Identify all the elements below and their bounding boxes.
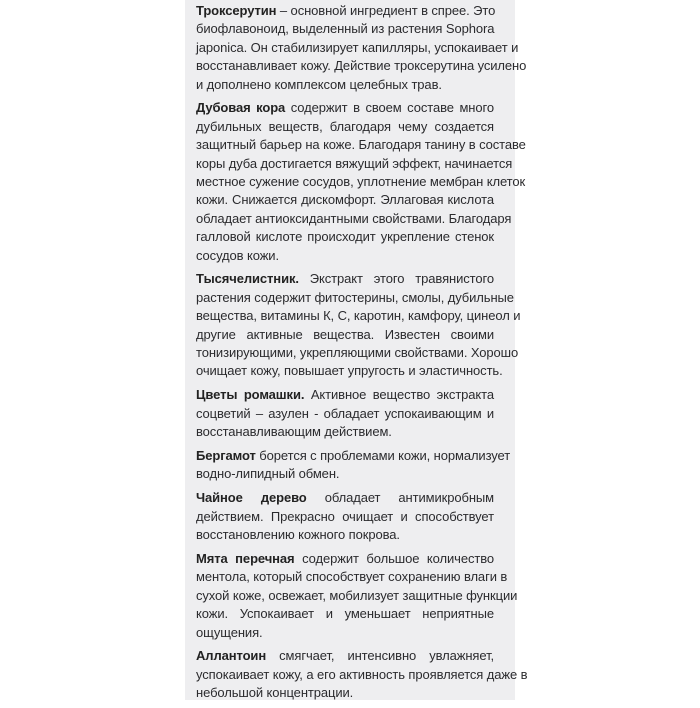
ingredient-paragraph: [196, 550, 518, 642]
text-line: [196, 605, 494, 623]
line-text: вещества, витамины К, С, каротин, камфору, цинеол и: [196, 308, 521, 324]
text-line: [196, 666, 528, 684]
line-text: сухой коже, освежает, мобилизует защитные функции: [196, 587, 518, 603]
line-text: защитный барьер на коже. Благодаря танину в составе: [196, 137, 526, 153]
text-line: [196, 447, 511, 465]
line-text: тонизирующими, укрепляющими свойствами. Хорошо: [196, 345, 519, 361]
line-text: действием. Прекрасно очищает и способствует: [196, 508, 494, 524]
text-line: [196, 173, 526, 191]
text-line: [196, 39, 519, 57]
text-line: [196, 307, 521, 325]
line-text: кожи. Снижается дискомфорт. Эллаговая кислота: [196, 192, 494, 208]
line-text: восстанавливающим действием.: [196, 424, 392, 440]
ingredient-paragraph: [196, 270, 521, 380]
ingredient-title: Бергамот: [196, 447, 256, 463]
ingredient-title: Дубовая кора: [196, 100, 286, 116]
text-line: [196, 247, 494, 265]
text-line: [196, 191, 494, 209]
line-text: борется с проблемами кожи, нормализует: [255, 447, 511, 463]
text-line: [196, 57, 527, 75]
text-line: [196, 76, 494, 94]
line-text: местное сужение сосудов, уплотнение мембран клеток: [196, 174, 526, 190]
text-line: [196, 228, 494, 246]
text-line: [196, 465, 494, 483]
line-text: обладает антимикробным: [306, 490, 495, 506]
ingredient-title: Цветы ромашки.: [196, 387, 305, 403]
text-line: [196, 344, 519, 362]
line-text: ощущения.: [196, 624, 263, 640]
line-text: japonica. Он стабилизирует капилляры, успокаивает и: [196, 39, 519, 55]
line-text: и дополнено комплексом целебных трав.: [196, 76, 442, 92]
ingredient-title: Аллантоин: [196, 648, 267, 664]
line-text: коры дуба достигается вяжущий эффект, начинается: [196, 155, 513, 171]
ingredient-paragraph: [196, 99, 526, 265]
text-line: [196, 587, 518, 605]
text-line: [196, 20, 494, 38]
ingredient-title: Тысячелистник.: [196, 271, 299, 287]
line-text: другие активные вещества. Известен своими: [196, 326, 494, 342]
text-line: [196, 647, 494, 665]
text-line: [196, 155, 513, 173]
line-text: небольшой концентрации.: [196, 685, 354, 701]
line-text: соцветий – азулен - обладает успокаивающим и: [196, 405, 494, 421]
text-line: [196, 386, 494, 404]
line-text: растения содержит фитостерины, смолы, дубильные: [196, 289, 514, 305]
line-text: – основной ингредиент в спрее. Это: [276, 3, 496, 18]
ingredient-title: Мята перечная: [196, 550, 295, 566]
ingredient-paragraph: [196, 386, 494, 441]
line-text: содержит большое количество: [294, 550, 495, 566]
line-text: успокаивает кожу, а его активность проявляется даже в: [196, 666, 528, 682]
ingredient-paragraph: [196, 489, 494, 544]
line-text: очищает кожу, повышает упругость и эластичность.: [196, 363, 503, 379]
line-text: ментола, который способствует сохранению влаги в: [196, 569, 508, 585]
text-line: [196, 489, 494, 507]
ingredient-paragraph: [196, 2, 527, 94]
text-line: [196, 423, 494, 441]
line-text: дубильных веществ, благодаря чему создается: [196, 118, 494, 134]
text-line: [196, 99, 494, 117]
line-text: восстановлению кожного покрова.: [196, 527, 400, 543]
ingredient-paragraph: [196, 647, 528, 702]
line-text: Активное вещество экстракта: [304, 387, 494, 403]
line-text: Экстракт этого травянистого: [298, 271, 494, 287]
text-line: [196, 136, 526, 154]
text-line: [196, 118, 494, 136]
line-text: биофлавоноид, выделенный из растения Sophora: [196, 21, 495, 37]
text-line: [196, 526, 494, 544]
text-line: [196, 568, 508, 586]
ingredients-description: [196, 2, 528, 708]
text-line: [196, 289, 514, 307]
text-line: [196, 624, 494, 642]
line-text: галловой кислоте происходит укрепление стенок: [196, 229, 494, 245]
line-text: содержит в своем составе много: [285, 100, 494, 116]
text-line: [196, 326, 494, 344]
text-line: [196, 362, 503, 380]
line-text: обладает антиоксидантными свойствами. Благодаря: [196, 210, 512, 226]
line-text: смягчает, интенсивно увлажняет,: [266, 648, 494, 664]
text-line: [196, 210, 512, 228]
text-line: [196, 405, 494, 423]
line-text: восстанавливает кожу. Действие троксерутина усилено: [196, 58, 527, 74]
text-line: [196, 2, 494, 20]
text-line: [196, 550, 494, 568]
text-line: [196, 270, 494, 288]
line-text: водно-липидный обмен.: [196, 466, 340, 482]
ingredient-title: Троксерутин: [196, 3, 277, 18]
ingredient-paragraph: [196, 447, 511, 484]
ingredient-title: Чайное дерево: [196, 490, 307, 506]
package-text-panel: [185, 0, 528, 701]
line-text: сосудов кожи.: [196, 247, 279, 263]
line-text: кожи. Успокаивает и уменьшает неприятные: [196, 606, 494, 622]
text-line: [196, 508, 494, 526]
